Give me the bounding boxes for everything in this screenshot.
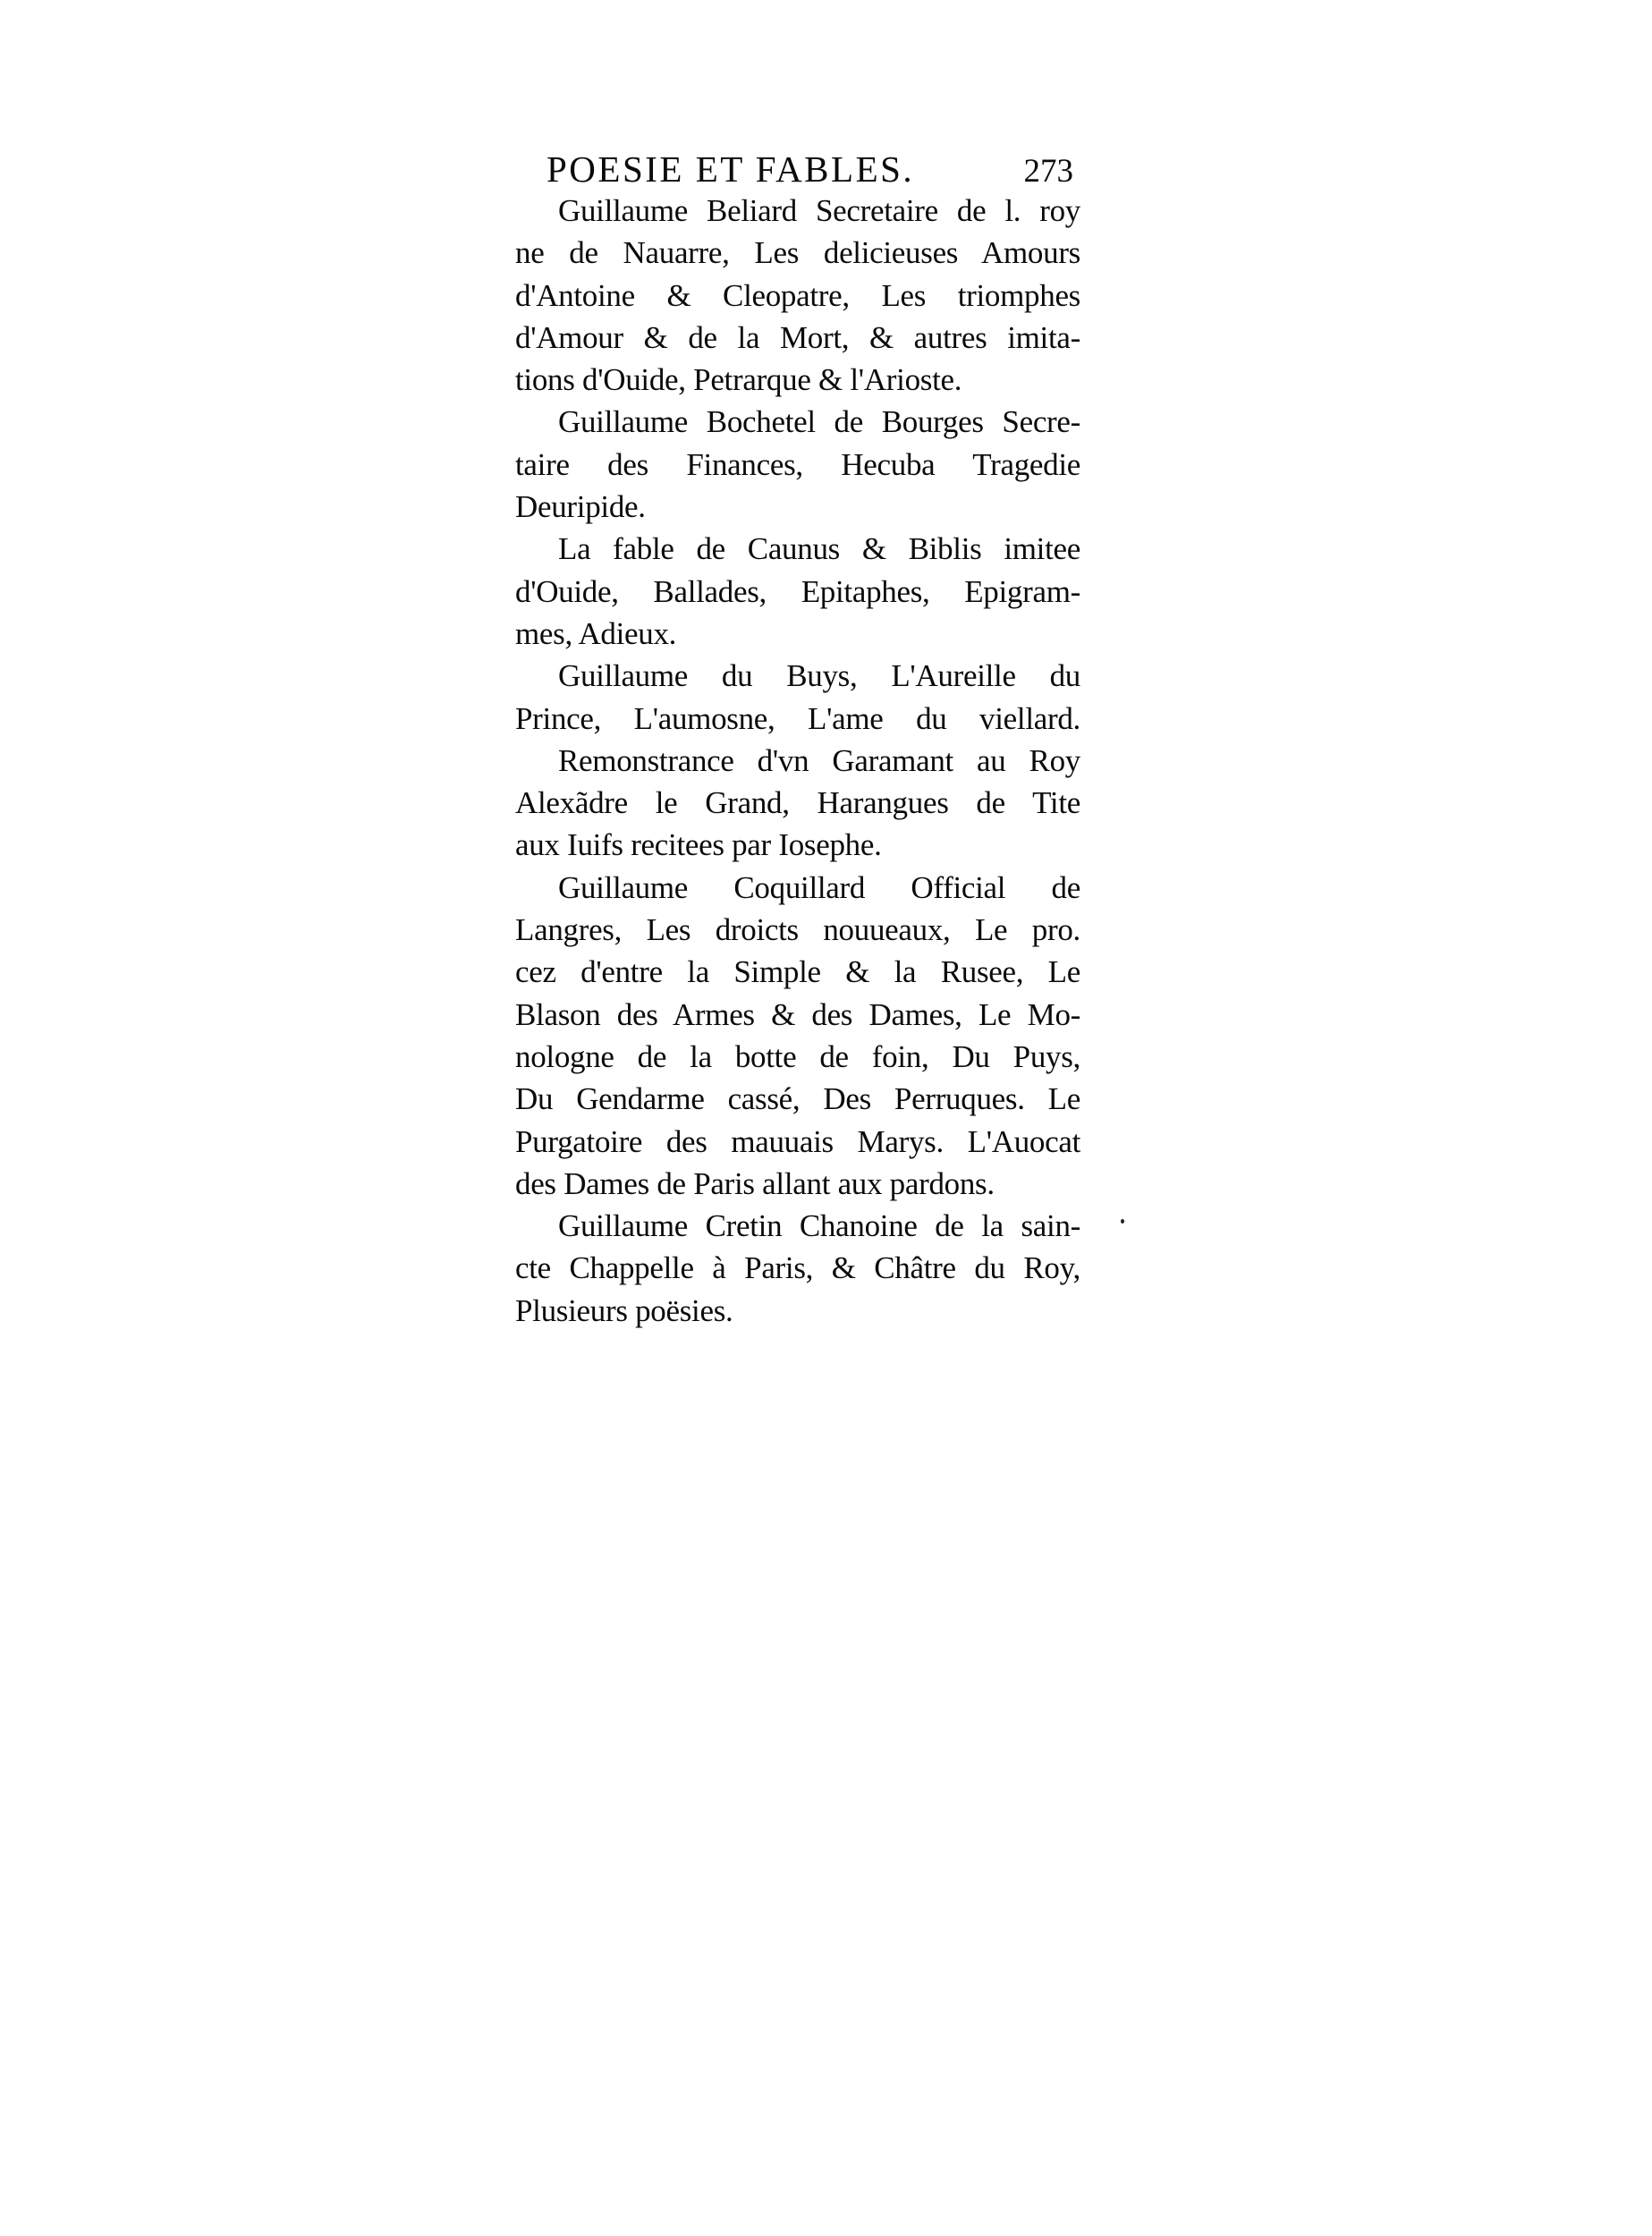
entry-guillaume-du-buys bbox=[515, 655, 1080, 740]
entry-guillaume-cretin bbox=[515, 1205, 1080, 1332]
text-line: Alexãdre le Grand, Harangues de Tite bbox=[515, 785, 1080, 821]
entry-remonstrance bbox=[515, 740, 1080, 867]
text-line: Guillaume Bochetel de Bourges Secre- bbox=[558, 404, 1080, 440]
text-line: d'Amour & de la Mort, & autres imita- bbox=[515, 319, 1080, 355]
text-line: ne de Nauarre, Les delicieuses Amours bbox=[515, 235, 1080, 271]
text-line: Blason des Armes & des Dames, Le Mo- bbox=[515, 996, 1080, 1032]
running-title: POESIE ET FABLES. bbox=[546, 148, 915, 190]
text-line: Deuripide. bbox=[515, 489, 646, 525]
text-line: Guillaume Coquillard Official de bbox=[558, 869, 1080, 905]
text-line: aux Iuifs recitees par Iosephe. bbox=[515, 827, 882, 863]
text-line: Du Gendarme cassé, Des Perruques. Le bbox=[515, 1081, 1080, 1117]
text-line: cte Chappelle à Paris, & Châtre du Roy, bbox=[515, 1250, 1080, 1286]
text-line: La fable de Caunus & Biblis imitee bbox=[558, 531, 1080, 567]
text-line: Langres, Les droicts nouueaux, Le pro. bbox=[515, 912, 1080, 948]
text-line: cez d'entre la Simple & la Rusee, Le bbox=[515, 954, 1080, 990]
page-header bbox=[515, 148, 1080, 190]
text-line: mes, Adieux. bbox=[515, 615, 677, 651]
page-number: 273 bbox=[1023, 153, 1073, 190]
text-line: Remonstrance d'vn Garamant au Roy bbox=[558, 742, 1080, 778]
text-line: Plusieurs poësies. bbox=[515, 1292, 733, 1328]
text-line: Guillaume du Buys, L'Aureille du bbox=[558, 658, 1080, 694]
text-line: Purgatoire des mauuais Marys. L'Auocat bbox=[515, 1123, 1080, 1159]
entry-guillaume-bochetel bbox=[515, 401, 1080, 528]
text-line: nologne de la botte de foin, Du Puys, bbox=[515, 1038, 1080, 1074]
entry-fable-caunus-biblis bbox=[515, 528, 1080, 655]
entry-guillaume-coquillard bbox=[515, 867, 1080, 1205]
text-line: des Dames de Paris allant aux pardons. bbox=[515, 1165, 995, 1201]
entry-guillaume-beliard bbox=[515, 190, 1080, 401]
text-line: Guillaume Cretin Chanoine de la sain- bbox=[558, 1208, 1080, 1244]
text-line: d'Antoine & Cleopatre, Les triomphes bbox=[515, 277, 1080, 313]
text-line: d'Ouide, Ballades, Epitaphes, Epigram- bbox=[515, 573, 1080, 609]
text-line: tions d'Ouide, Petrarque & l'Arioste. bbox=[515, 362, 962, 398]
text-line: Guillaume Beliard Secretaire de l. roy bbox=[558, 193, 1080, 228]
text-column bbox=[515, 148, 1080, 1332]
ink-speck bbox=[1121, 1219, 1124, 1224]
text-line: Prince, L'aumosne, L'ame du viellard. bbox=[515, 700, 1080, 736]
text-line: taire des Finances, Hecuba Tragedie bbox=[515, 446, 1080, 482]
